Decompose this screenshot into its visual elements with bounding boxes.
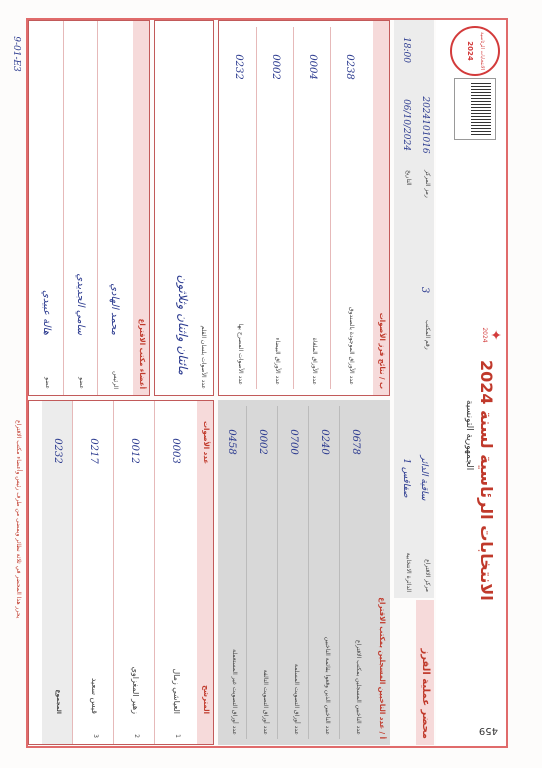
section-a [218,400,390,745]
office-number-value: 3 [419,286,430,294]
header-band [436,20,506,746]
page-number: 459 [478,725,498,736]
candidate-row: 2 زهير المغزاوي 0012 [113,401,154,744]
form-title: محضر عملية الفرز [420,648,431,739]
candidates-total-row [42,401,72,744]
section-a-title: أ / عدد الناخبين المسجلين بمكتب الاقتراع [378,597,386,739]
header-title: الانتخابات الرئاسية لسنة 2024 [477,360,496,601]
members-header [133,21,149,395]
identification-band [394,20,434,598]
candidates-header-votes: عدد الأصوات [202,421,210,465]
section-b-row: عدد الأوراق الملغاة 0004 [293,27,330,389]
words-value: مائتان واثنان وثلاثون [176,274,190,375]
constituency-value: صفاقس 1 [401,458,411,498]
logo-mark-icon: ✦ [487,329,503,341]
candidates-total-label: المجموع [55,689,62,714]
constituency-label: الدائرة الانتخابية [405,552,412,592]
footer-ref: 9-01-E3 [11,36,21,72]
office-number-label: رقم المكتب [424,320,431,350]
member-row: عضو سامي الجديدي [63,21,97,395]
polling-center-label: مركز الاقتراع [424,559,431,592]
date-label: التاريخ [405,170,412,186]
center-code-value: 2024101016 [420,96,430,154]
words-label: عدد الأصوات بلسان القلم [200,325,207,389]
member-row: الرئيس محمد الهادي [97,21,131,395]
section-b-row: عدد الأصوات المصرح بها 0232 [233,54,244,385]
section-b-row: عدد الأوراق الموجودة بالصندوق 0238 [330,27,367,389]
members-title: أعضاء مكتب الاقتراع [138,318,146,389]
candidate-row: 3 قيس سعيد 0217 [72,401,113,744]
members-rows [30,21,131,395]
stamp-text: الانتخابات الرئاسية [479,31,485,71]
stamp-year: 2024 [466,41,474,61]
candidates-rows [42,401,195,744]
barcode-box [454,78,496,140]
election-logo: ✦ 2024 [472,320,502,350]
candidate-row: 1 العياشي زمال 0003 [154,401,195,744]
section-a-row: عدد أوراق التصويت غير المستعملة 0458 [226,429,238,735]
section-a-row: عدد أوراق التصويت التالفة 0002 [246,406,277,739]
section-b-row: عدد الأوراق البيضاء 0002 [256,27,293,389]
section-a-rows [216,406,370,739]
barcode [471,83,491,135]
date-value: 06/10/2024 [401,99,411,151]
section-a-row: عدد الناخبين المسجلين بمكتب الاقتراع 0678 [339,406,370,739]
members-box [28,20,150,396]
candidates-table [28,400,214,745]
section-a-row: عدد أوراق التصويت المسلمة 0700 [277,406,308,739]
section-b-title: ب / نتائج فرز الأصوات [378,312,386,389]
section-b-header [373,21,389,395]
time-value: 18:00 [401,37,411,63]
header-subtitle: الجمهورية التونسية [464,400,474,471]
member-row: عضو هالة عبيدي [41,290,52,389]
candidates-header-name: المترشح [202,685,210,714]
form-title-band [416,600,434,745]
words-box [154,20,214,396]
polling-center-value: ساقية الدائر [419,455,429,501]
candidates-total-value: 0232 [52,438,63,464]
candidates-header [197,401,213,744]
section-a-row: عدد الناخبين الذين وقعوا بقائمة الناخبين 0240 [308,406,339,739]
official-stamp [450,26,500,76]
section-b-rows [220,27,367,389]
footer-note: يحرر هذا المحضر في ثلاثة نظائر ويمضى من طرف رئيس وأعضاء مكتب الاقتراع [15,420,22,619]
center-code-label: رمز المركز [424,170,431,198]
section-b [218,20,390,396]
